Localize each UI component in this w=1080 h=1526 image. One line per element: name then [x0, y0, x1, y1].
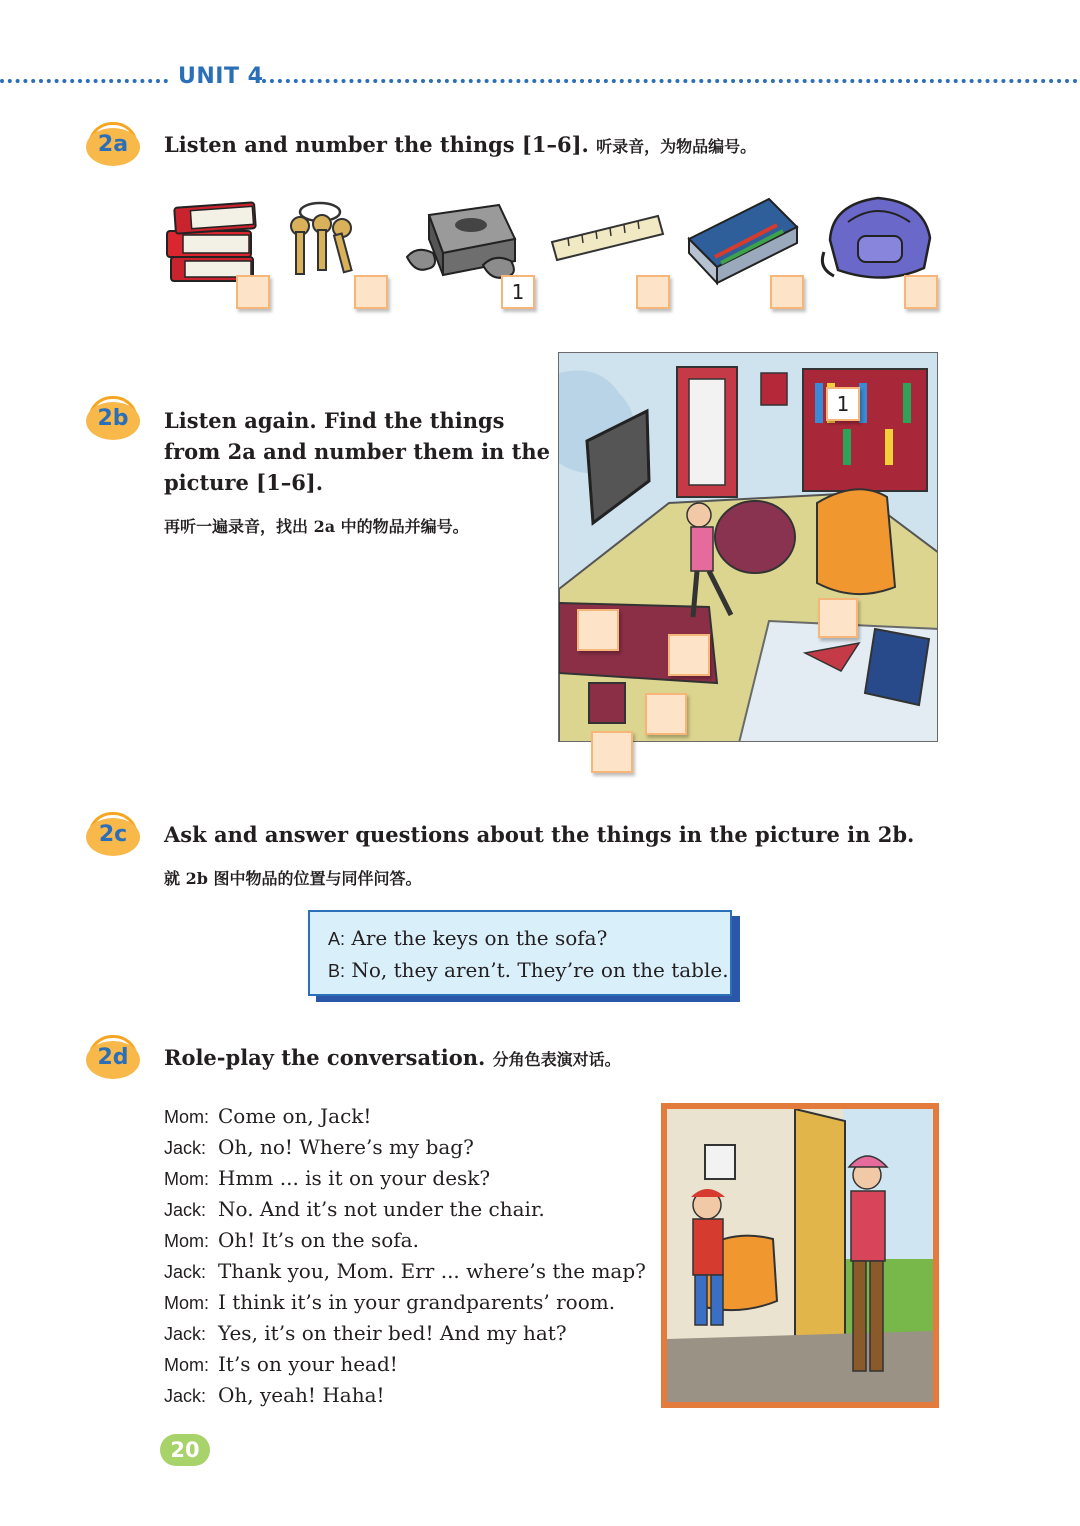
section-badge-2b: 2b — [84, 396, 142, 442]
answer-box-ruler[interactable] — [636, 275, 670, 309]
dialogue-line: Mom: Come on, Jack! — [164, 1104, 372, 1128]
instruction-2a: Listen and number the things [1–6]. 听录音，为物品编号。 — [164, 132, 757, 157]
mom-and-jack-picture — [661, 1103, 939, 1408]
dialogue-line: Mom: Hmm ... is it on your desk? — [164, 1166, 491, 1190]
instruction-2b-zh: 再听一遍录音，找出 2a 中的物品并编号。 — [164, 517, 469, 536]
answer-box-books[interactable] — [236, 275, 270, 309]
instruction-2c-zh: 就 2b 图中物品的位置与同伴问答。 — [164, 869, 422, 888]
unit-title: UNIT 4 — [178, 64, 264, 89]
picture-box-bookcase[interactable]: 1 — [826, 387, 860, 421]
instruction-2d: Role-play the conversation. 分角色表演对话。 — [164, 1045, 621, 1070]
instruction-2b-line-2: from 2a and number them in the — [164, 439, 550, 464]
example-dialogue-box — [308, 910, 732, 996]
pencil-box-illustration — [685, 195, 800, 287]
example-line-b: B: No, they aren’t. They’re on the table. — [328, 958, 729, 982]
header-dotted-rule-left — [0, 79, 168, 83]
picture-box-under-chair[interactable] — [645, 693, 687, 735]
video-game-illustration — [403, 195, 525, 285]
section-badge-2a: 2a — [84, 122, 142, 168]
section-badge-2c: 2c — [84, 812, 142, 858]
answer-box-schoolbag[interactable] — [904, 275, 938, 309]
header-dotted-rule-right — [262, 79, 1078, 83]
dialogue-line: Jack: No. And it’s not under the chair. — [164, 1197, 545, 1221]
picture-box-sofa[interactable] — [818, 598, 858, 638]
ruler-illustration — [550, 212, 665, 264]
picture-box-table-right[interactable] — [668, 634, 710, 676]
keys-illustration — [284, 200, 356, 280]
example-line-a: A: Are the keys on the sofa? — [328, 926, 608, 950]
answer-box-pencil-box[interactable] — [770, 275, 804, 309]
picture-box-below-picture[interactable] — [591, 731, 633, 773]
living-room-picture — [558, 352, 938, 742]
dialogue-line: Mom: It’s on your head! — [164, 1352, 398, 1376]
instruction-2c: Ask and answer questions about the things in the picture in 2b. — [164, 822, 915, 847]
dialogue-line: Mom: Oh! It’s on the sofa. — [164, 1228, 419, 1252]
dialogue-line: Jack: Oh, no! Where’s my bag? — [164, 1135, 474, 1159]
picture-box-table-left[interactable] — [577, 609, 619, 651]
schoolbag-illustration — [818, 192, 938, 288]
section-badge-2d: 2d — [84, 1035, 142, 1081]
instruction-2b-line-3: picture [1–6]. — [164, 470, 324, 495]
page-number: 20 — [160, 1434, 210, 1466]
answer-box-keys[interactable] — [354, 275, 388, 309]
dialogue-line: Jack: Thank you, Mom. Err ... where’s the map? — [164, 1259, 646, 1283]
dialogue-line: Mom: I think it’s in your grandparents’ room. — [164, 1290, 616, 1314]
dialogue-line: Jack: Yes, it’s on their bed! And my hat? — [164, 1321, 567, 1345]
answer-box-video-game[interactable]: 1 — [501, 275, 535, 309]
dialogue-line: Jack: Oh, yeah! Haha! — [164, 1383, 385, 1407]
instruction-2b-line-1: Listen again. Find the things — [164, 408, 505, 433]
